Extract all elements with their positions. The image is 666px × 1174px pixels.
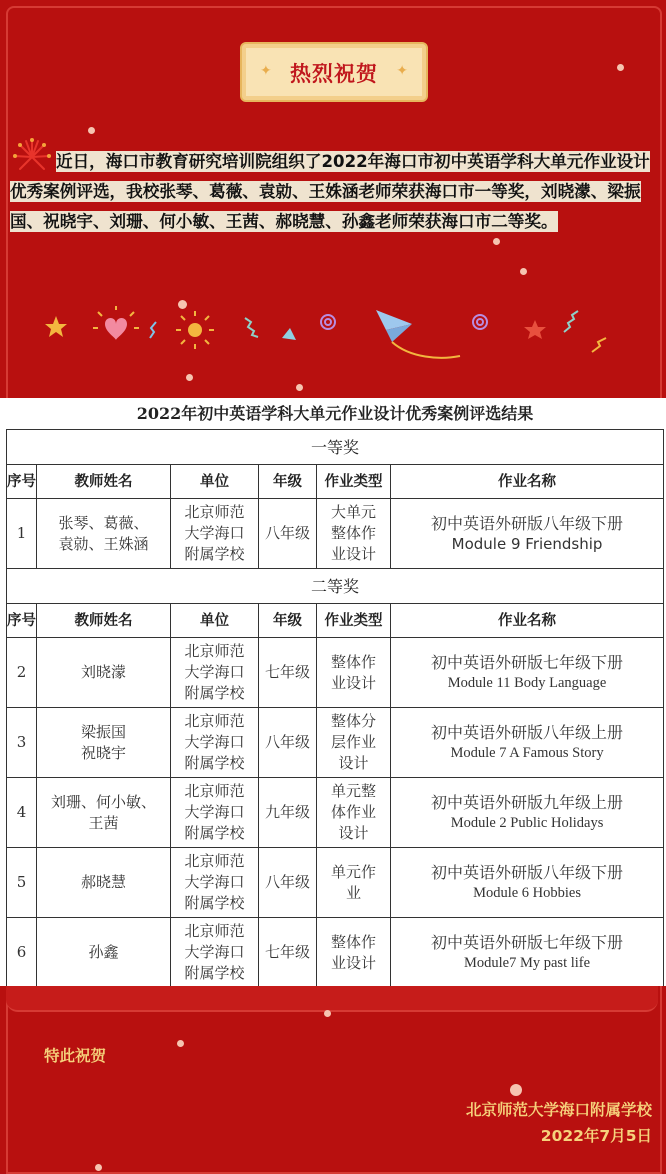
work-name-cn: 初中英语外研版八年级下册 [431, 513, 624, 533]
cell-unit-line: 大学海口 [184, 663, 245, 681]
issue-date: 2022年7月5日 [540, 1127, 652, 1145]
cell-unit-line: 附属学校 [184, 684, 245, 702]
cell-unit [171, 918, 259, 988]
table-row [7, 848, 664, 918]
footer-banner [0, 986, 666, 1172]
confetti-dot [186, 374, 193, 381]
cell-type-line: 整体作 [330, 932, 376, 951]
header-banner [0, 0, 666, 398]
column-header: 年级 [259, 604, 317, 638]
streamer-icon [592, 338, 606, 352]
cell-unit-line: 北京师范 [184, 503, 245, 521]
cell-type-line: 整体分 [330, 712, 376, 730]
confetti-dot [617, 64, 624, 71]
cell-work-name [391, 638, 664, 708]
work-name-cn: 初中英语外研版八年级下册 [431, 862, 624, 882]
cell-grade: 八年级 [259, 499, 317, 569]
cell-number: 1 [7, 499, 37, 569]
cell-teachers-line: 刘晓濛 [80, 663, 126, 681]
sun-icon [176, 311, 214, 349]
work-name-cn: 初中英语外研版八年级上册 [431, 722, 624, 742]
work-name-cn: 初中英语外研版七年级下册 [431, 652, 624, 672]
cell-type-line: 业设计 [330, 953, 376, 972]
heart-icon [93, 306, 139, 340]
paper-plane-icon [376, 310, 460, 358]
cell-unit [171, 848, 259, 918]
cell-type-line: 单元作 [330, 862, 376, 881]
cell-unit-line: 北京师范 [184, 852, 245, 870]
squiggle-icon [150, 322, 156, 338]
column-header: 作业名称 [391, 604, 664, 638]
header-row [7, 465, 664, 499]
cell-number: 3 [7, 708, 37, 778]
cell-teachers-line: 王茜 [88, 813, 119, 832]
sparkle-icon: ✦ [396, 63, 408, 79]
cell-unit-line: 附属学校 [184, 824, 245, 842]
cell-number: 5 [7, 848, 37, 918]
cell-grade: 九年级 [259, 778, 317, 848]
confetti-dot [510, 1084, 522, 1096]
cell-type-line: 大单元 [330, 503, 376, 521]
header-row [7, 604, 664, 638]
work-name-en: Module 7 A Famous Story [450, 744, 604, 761]
squiggle-icon [564, 311, 578, 332]
cell-type [317, 638, 391, 708]
cell-teachers-line: 祝晓宇 [80, 743, 126, 762]
column-header: 教师姓名 [37, 465, 171, 499]
cell-teachers-line: 郝晓慧 [80, 873, 126, 891]
cell-teachers-line: 张琴、葛薇、 [58, 513, 149, 532]
intro-paragraph [10, 147, 658, 237]
swirl-icon [473, 315, 487, 329]
table-title: 2022年初中英语学科大单元作业设计优秀案例评选结果 [7, 398, 664, 430]
cell-teachers [37, 778, 171, 848]
column-header: 序号 [7, 465, 37, 499]
cell-work-name [391, 918, 664, 988]
confetti-dot [520, 268, 527, 275]
cell-work-name [391, 778, 664, 848]
cell-teachers [37, 848, 171, 918]
star-icon [45, 316, 67, 337]
cell-grade: 七年级 [259, 638, 317, 708]
cell-type [317, 499, 391, 569]
work-name-en: Module7 My past life [464, 954, 591, 971]
cell-unit-line: 大学海口 [184, 524, 245, 542]
cell-number: 2 [7, 638, 37, 708]
table-row [7, 708, 664, 778]
cell-unit-line: 大学海口 [184, 943, 245, 961]
work-name-en: Module 9 Friendship [451, 534, 603, 553]
section-row [7, 430, 664, 465]
column-header: 序号 [7, 604, 37, 638]
cell-type-line: 设计 [338, 824, 369, 842]
cell-unit-line: 附属学校 [184, 964, 245, 982]
cell-unit-line: 大学海口 [184, 873, 245, 891]
confetti-dot [177, 1040, 184, 1047]
cell-type-line: 业设计 [330, 673, 376, 692]
cell-grade: 八年级 [259, 708, 317, 778]
column-header: 教师姓名 [37, 604, 171, 638]
results-table [6, 398, 664, 988]
cell-unit-line: 大学海口 [184, 733, 245, 751]
table-row [7, 499, 664, 569]
title-badge [240, 42, 428, 102]
cell-teachers [37, 499, 171, 569]
column-header: 单位 [171, 604, 259, 638]
confetti-dot [88, 127, 95, 134]
cell-number: 6 [7, 918, 37, 988]
decoration-icons [40, 302, 640, 366]
cell-teachers-line: 袁勍、王姝涵 [58, 534, 149, 553]
cell-teachers [37, 638, 171, 708]
cell-unit [171, 499, 259, 569]
squiggle-icon [245, 318, 258, 337]
cell-unit-line: 北京师范 [184, 782, 245, 800]
intro-text: 近日，海口市教育研究培训院组织了2022年海口市初中英语学科大单元作业设计优秀案例评选，我校张琴、葛薇、袁勍、王姝涵老师荣获海口市一等奖，刘晓濛、梁振国、祝晓宇、刘珊、何小敏、王茜、郝晓慧、孙鑫老师荣获海口市二等奖。 [10, 152, 650, 231]
results-table-container [0, 398, 666, 986]
school-name: 北京师范大学海口附属学校 [465, 1101, 652, 1119]
cell-type-line: 单元整 [330, 782, 376, 800]
footer-band [6, 986, 658, 1012]
work-name-cn: 初中英语外研版七年级下册 [431, 932, 624, 952]
star-icon [524, 320, 546, 339]
cell-teachers-line: 刘珊、何小敏、 [50, 792, 156, 811]
work-name-en: Module 6 Hobbies [473, 884, 581, 901]
cell-work-name [391, 848, 664, 918]
sparkle-icon: ✦ [260, 63, 272, 79]
cell-unit [171, 708, 259, 778]
cell-type-line: 体作业 [330, 803, 376, 821]
cell-type-line: 整体作 [330, 524, 376, 542]
column-header: 单位 [171, 465, 259, 499]
confetti-dot [324, 1010, 331, 1017]
cell-unit-line: 北京师范 [184, 642, 245, 660]
cell-type [317, 918, 391, 988]
badge-title: 热烈祝贺 [290, 62, 378, 86]
triangle-icon [282, 328, 296, 340]
cell-teachers [37, 918, 171, 988]
cell-type-line: 业设计 [330, 545, 376, 563]
cell-type-line: 设计 [338, 754, 369, 772]
column-header: 年级 [259, 465, 317, 499]
cell-unit-line: 北京师范 [184, 922, 245, 940]
table-row [7, 638, 664, 708]
section-row [7, 569, 664, 604]
congrats-text: 特此祝贺 [44, 1047, 107, 1065]
cell-teachers [37, 708, 171, 778]
cell-type [317, 708, 391, 778]
cell-unit-line: 附属学校 [184, 894, 245, 912]
work-name-en: Module 11 Body Language [447, 674, 607, 691]
cell-type-line: 整体作 [330, 652, 376, 671]
cell-unit-line: 附属学校 [184, 754, 245, 772]
cell-work-name [391, 499, 664, 569]
column-header: 作业名称 [391, 465, 664, 499]
cell-teachers-line: 孙鑫 [88, 943, 119, 961]
column-header: 作业类型 [317, 604, 391, 638]
section-label: 二等奖 [7, 569, 664, 604]
cell-number: 4 [7, 778, 37, 848]
table-row [7, 778, 664, 848]
column-header: 作业类型 [317, 465, 391, 499]
cell-unit [171, 638, 259, 708]
cell-unit-line: 北京师范 [184, 712, 245, 730]
cell-unit [171, 778, 259, 848]
cell-grade: 八年级 [259, 848, 317, 918]
cell-type [317, 848, 391, 918]
table-row [7, 918, 664, 988]
cell-type [317, 778, 391, 848]
cell-grade: 七年级 [259, 918, 317, 988]
confetti-dot [95, 1164, 102, 1171]
confetti-dot [493, 238, 500, 245]
work-name-cn: 初中英语外研版九年级上册 [431, 792, 624, 812]
section-label: 一等奖 [7, 430, 664, 465]
cell-type-line: 业 [345, 883, 361, 902]
cell-work-name [391, 708, 664, 778]
cell-type-line: 层作业 [330, 733, 376, 751]
confetti-dot [296, 384, 303, 391]
work-name-en: Module 2 Public Holidays [450, 814, 604, 831]
cell-unit-line: 附属学校 [184, 545, 245, 563]
confetti-dot [178, 300, 187, 309]
swirl-icon [321, 315, 335, 329]
cell-unit-line: 大学海口 [184, 803, 245, 821]
cell-teachers-line: 梁振国 [80, 722, 126, 741]
